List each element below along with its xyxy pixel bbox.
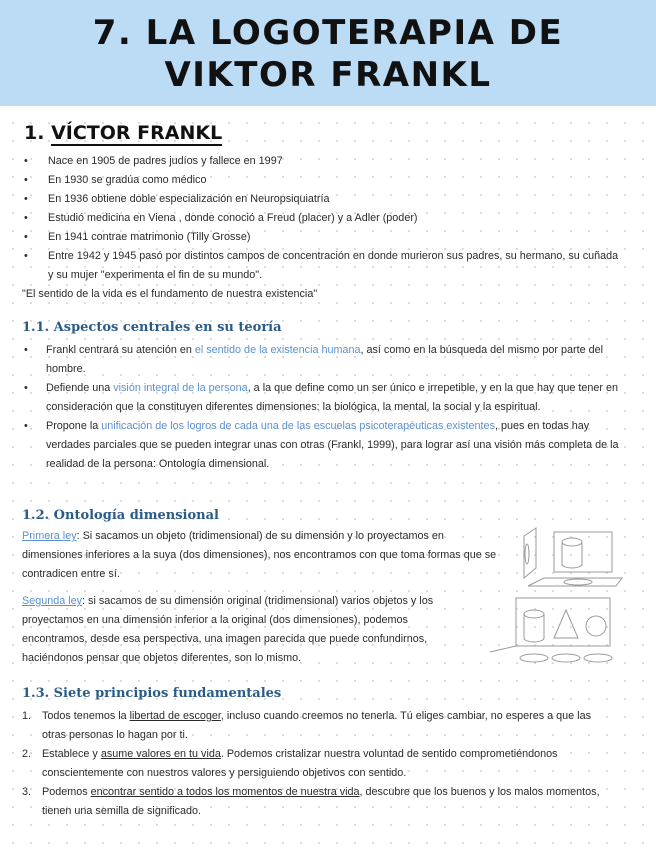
section-1-title: VÍCTOR FRANKL [51, 122, 223, 144]
list-item: • Defiende una visión integral de la persona, a la que define como un ser único e irrepetible, y en la que hay que tener en consideración que la constituyen diferentes dimensiones: la biológica, la mental, la social y la espiritual. [22, 379, 620, 417]
title-banner [0, 0, 656, 106]
second-law-label: Segunda ley [22, 595, 83, 607]
list-item: • Entre 1942 y 1945 pasó por distintos campos de concentración en donde murieron sus padres, su hermano, su cuñada y su mujer "experimenta el fin de su mundo". [22, 247, 622, 285]
list-item: 3. Podemos encontrar sentido a todos los momentos de nuestra vida, descubre que los buenos y los malos momentos, tienen una semilla de significado. [22, 786, 600, 817]
list-item: • Propone la unificación de los logros de cada una de las escuelas psicoterapéuticas existentes, pues en todas hay verdades parciales que se pueden integrar unas con otras (Frankl, 1999), para lograr así una visión más completa de la realidad de la persona: Ontología dimensional. [22, 417, 620, 474]
list-item: • Frankl centrará su atención en el sentido de la existencia humana, así como en la búsqueda del mismo por parte del hombre. [22, 341, 620, 379]
first-law-paragraph: Primera ley: Si sacamos un objeto (tridimensional) de su dimensión y lo proyectamos en dimensiones inferiores a la suya (dos dimensiones), nos encontramos con que toma formas que se contradicen entre sí. [22, 530, 497, 580]
list-item: • En 1936 obtiene doble especialización en Neuropsiquiatría [22, 190, 622, 209]
biography-list [22, 152, 622, 285]
quote: "El sentido de la vida es el fundamento de nuestra existencia" [22, 288, 318, 300]
section-1-1-heading: 1.1. Aspectos centrales en su teoría [22, 320, 282, 335]
section-1-2-heading: 1.2. Ontología dimensional [22, 508, 219, 523]
section-1-3-heading: 1.3. Siete principios fundamentales [22, 686, 282, 701]
second-law-paragraph: Segunda ley: si sacamos de su dimensión original (tridimensional) varios objetos y los proyectamos en una dimensión inferior a la original (dos dimensiones), podemos encontramos, desde esa perspectiva, una imagen parecida que puede confundirnos, haciéndonos pensar que objetos diferentes, son lo mismo. [22, 595, 434, 664]
list-item: 2. Establece y asume valores en tu vida. Podemos cristalizar nuestra voluntad de sentido comprometiéndonos conscientemente con nuestros valores y persiguiendo objetivos con sentido. [22, 748, 558, 779]
list-item: • En 1941 contrae matrimonio (Tilly Grosse) [22, 228, 622, 247]
aspects-list [22, 341, 620, 474]
objects-projection-sketch [484, 590, 620, 670]
list-item: 1. Todos tenemos la libertad de escoger, incluso cuando creemos no tenerla. Tú eliges cambiar, no esperes a que las otras personas lo hagan por ti. [22, 710, 591, 741]
principles-list [22, 707, 612, 821]
section-1-heading [24, 122, 222, 144]
page-title-line1: 7. LA LOGOTERAPIA DE [92, 13, 564, 53]
list-item: • Nace en 1905 de padres judíos y fallece en 1997 [22, 152, 622, 171]
first-law-label: Primera ley [22, 530, 77, 542]
section-1-number: 1. [24, 122, 45, 144]
cylinder-projection-sketch [514, 516, 624, 592]
page-title [0, 12, 656, 96]
list-item: • En 1930 se gradúa como médico [22, 171, 622, 190]
list-item: • Estudió medicina en Viena , donde conoció a Freud (placer) y a Adler (poder) [22, 209, 622, 228]
page-title-line2: VIKTOR FRANKL [164, 55, 492, 95]
